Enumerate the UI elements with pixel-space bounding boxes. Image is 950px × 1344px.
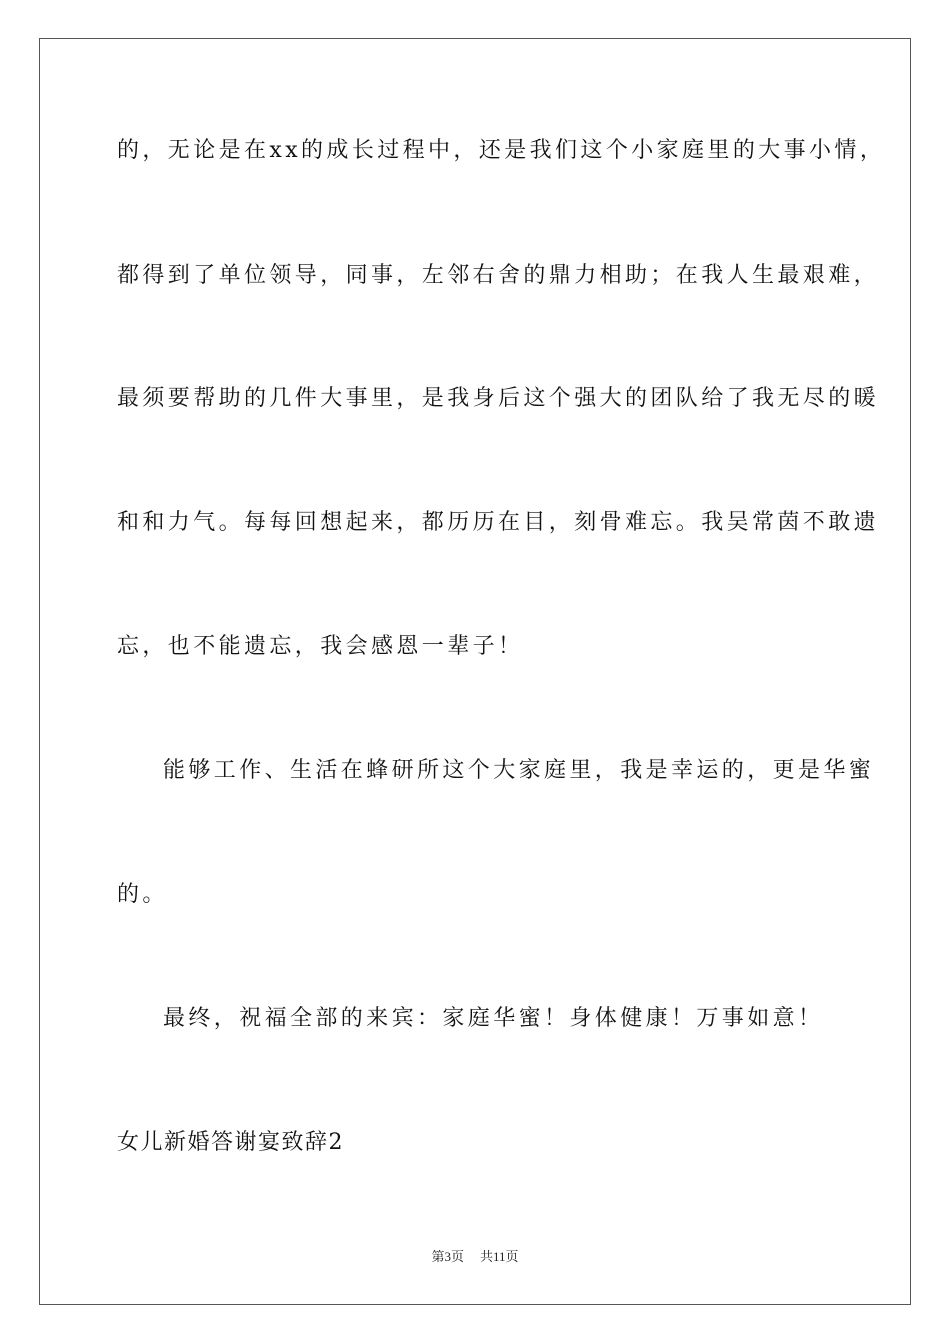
- page-frame: [39, 38, 911, 1305]
- body-line-5: 忘，也不能遗忘，我会感恩一辈子！: [117, 634, 524, 659]
- body-line-7: 的。: [117, 882, 168, 907]
- body-line-6: 能够工作、生活在蜂研所这个大家庭里，我是幸运的，更是华蜜: [163, 758, 875, 783]
- body-line-2: 都得到了单位领导，同事，左邻右舍的鼎力相助；在我人生最艰难，: [117, 263, 880, 288]
- page-number: 第3页: [431, 1249, 464, 1264]
- body-line-8: 最终，祝福全部的来宾：家庭华蜜！身体健康！万事如意！: [163, 1006, 824, 1031]
- body-line-4: 和和力气。每每回想起来，都历历在目，刻骨难忘。我吴常茵不敢遗: [117, 510, 880, 535]
- body-line-1: 的，无论是在xx的成长过程中，还是我们这个小家庭里的大事小情，: [117, 138, 886, 163]
- total-pages: 共11页: [479, 1249, 519, 1264]
- section-heading: 女儿新婚答谢宴致辞2: [117, 1130, 344, 1155]
- page-footer: [0, 1248, 950, 1266]
- body-line-3: 最须要帮助的几件大事里，是我身后这个强大的团队给了我无尽的暖: [117, 386, 880, 411]
